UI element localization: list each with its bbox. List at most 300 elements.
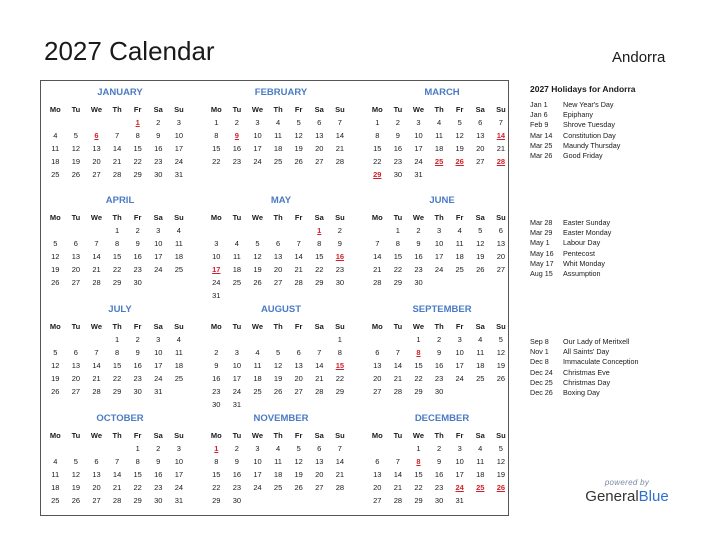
day-cell[interactable]: 4 bbox=[255, 348, 260, 357]
day-cell[interactable]: 25 bbox=[232, 278, 242, 287]
day-cell[interactable]: 15 bbox=[112, 361, 122, 370]
day-cell[interactable]: 16 bbox=[212, 374, 221, 383]
day-cell[interactable]: 6 bbox=[73, 239, 78, 248]
day-cell[interactable]: 24 bbox=[232, 387, 242, 396]
day-cell[interactable]: 14 bbox=[112, 144, 122, 153]
day-cell[interactable]: 22 bbox=[414, 374, 423, 383]
day-cell[interactable]: 23 bbox=[335, 265, 345, 274]
day-cell[interactable]: 6 bbox=[296, 348, 301, 357]
day-cell[interactable]: 9 bbox=[436, 348, 442, 357]
day-cell[interactable]: 7 bbox=[114, 131, 120, 140]
holiday-day-cell[interactable]: 26 bbox=[496, 483, 506, 492]
day-cell[interactable]: 9 bbox=[214, 361, 219, 370]
day-cell[interactable]: 5 bbox=[296, 444, 301, 453]
day-cell[interactable]: 20 bbox=[92, 157, 101, 166]
day-cell[interactable]: 1 bbox=[337, 335, 342, 344]
holiday-day-cell[interactable]: 24 bbox=[455, 483, 464, 492]
day-cell[interactable]: 8 bbox=[135, 131, 140, 140]
day-cell[interactable]: 7 bbox=[395, 348, 400, 357]
day-cell[interactable]: 17 bbox=[253, 144, 262, 153]
day-cell[interactable]: 1 bbox=[114, 335, 120, 344]
day-cell[interactable]: 30 bbox=[393, 170, 403, 179]
day-cell[interactable]: 29 bbox=[315, 278, 324, 287]
day-cell[interactable]: 9 bbox=[436, 457, 442, 466]
day-cell[interactable]: 18 bbox=[273, 470, 283, 479]
day-cell[interactable]: 3 bbox=[234, 348, 239, 357]
day-cell[interactable]: 21 bbox=[335, 470, 345, 479]
day-cell[interactable]: 4 bbox=[53, 457, 58, 466]
day-cell[interactable]: 17 bbox=[154, 252, 163, 261]
day-cell[interactable]: 4 bbox=[436, 118, 442, 127]
day-cell[interactable]: 2 bbox=[416, 226, 421, 235]
day-cell[interactable]: 2 bbox=[395, 118, 400, 127]
day-cell[interactable]: 16 bbox=[434, 470, 444, 479]
day-cell[interactable]: 4 bbox=[457, 226, 462, 235]
day-cell[interactable]: 18 bbox=[174, 361, 184, 370]
day-cell[interactable]: 3 bbox=[436, 226, 442, 235]
day-cell[interactable]: 27 bbox=[294, 387, 303, 396]
day-cell[interactable]: 2 bbox=[156, 118, 161, 127]
day-cell[interactable]: 12 bbox=[496, 348, 506, 357]
holiday-day-cell[interactable]: 9 bbox=[234, 131, 239, 140]
day-cell[interactable]: 15 bbox=[414, 361, 423, 370]
day-cell[interactable]: 3 bbox=[416, 118, 421, 127]
day-cell[interactable]: 7 bbox=[375, 239, 380, 248]
day-cell[interactable]: 22 bbox=[414, 483, 423, 492]
day-cell[interactable]: 22 bbox=[335, 374, 345, 383]
day-cell[interactable]: 7 bbox=[337, 118, 342, 127]
day-cell[interactable]: 22 bbox=[373, 157, 382, 166]
day-cell[interactable]: 23 bbox=[154, 483, 163, 492]
day-cell[interactable]: 10 bbox=[455, 348, 464, 357]
day-cell[interactable]: 2 bbox=[214, 348, 219, 357]
day-cell[interactable]: 25 bbox=[174, 265, 184, 274]
day-cell[interactable]: 9 bbox=[395, 131, 400, 140]
day-cell[interactable]: 10 bbox=[455, 457, 464, 466]
day-cell[interactable]: 21 bbox=[112, 157, 122, 166]
day-cell[interactable]: 1 bbox=[395, 226, 400, 235]
day-cell[interactable]: 15 bbox=[315, 252, 324, 261]
day-cell[interactable]: 13 bbox=[294, 361, 303, 370]
day-cell[interactable]: 10 bbox=[174, 457, 184, 466]
day-cell[interactable]: 27 bbox=[476, 157, 485, 166]
day-cell[interactable]: 29 bbox=[133, 170, 142, 179]
day-cell[interactable]: 4 bbox=[176, 335, 181, 344]
day-cell[interactable]: 4 bbox=[53, 131, 58, 140]
day-cell[interactable]: 10 bbox=[174, 131, 184, 140]
day-cell[interactable]: 12 bbox=[294, 457, 303, 466]
day-cell[interactable]: 17 bbox=[414, 144, 423, 153]
day-cell[interactable]: 23 bbox=[434, 483, 444, 492]
day-cell[interactable]: 27 bbox=[496, 265, 506, 274]
day-cell[interactable]: 13 bbox=[273, 252, 283, 261]
day-cell[interactable]: 24 bbox=[174, 157, 184, 166]
day-cell[interactable]: 29 bbox=[393, 278, 403, 287]
day-cell[interactable]: 19 bbox=[476, 252, 485, 261]
day-cell[interactable]: 13 bbox=[476, 131, 485, 140]
holiday-day-cell[interactable]: 25 bbox=[434, 157, 444, 166]
day-cell[interactable]: 30 bbox=[154, 496, 163, 505]
day-cell[interactable]: 23 bbox=[154, 157, 163, 166]
day-cell[interactable]: 12 bbox=[253, 252, 262, 261]
day-cell[interactable]: 15 bbox=[133, 144, 142, 153]
day-cell[interactable]: 19 bbox=[71, 483, 81, 492]
day-cell[interactable]: 8 bbox=[337, 348, 342, 357]
day-cell[interactable]: 9 bbox=[234, 457, 239, 466]
day-cell[interactable]: 29 bbox=[112, 387, 122, 396]
day-cell[interactable]: 23 bbox=[232, 483, 242, 492]
day-cell[interactable]: 16 bbox=[133, 252, 142, 261]
day-cell[interactable]: 25 bbox=[455, 265, 464, 274]
day-cell[interactable]: 21 bbox=[294, 265, 303, 274]
day-cell[interactable]: 11 bbox=[174, 348, 183, 357]
day-cell[interactable]: 12 bbox=[476, 239, 485, 248]
day-cell[interactable]: 11 bbox=[476, 348, 485, 357]
day-cell[interactable]: 6 bbox=[275, 239, 281, 248]
day-cell[interactable]: 24 bbox=[154, 265, 163, 274]
holiday-day-cell[interactable]: 26 bbox=[455, 157, 464, 166]
day-cell[interactable]: 7 bbox=[395, 457, 400, 466]
day-cell[interactable]: 10 bbox=[434, 239, 444, 248]
day-cell[interactable]: 29 bbox=[112, 278, 122, 287]
day-cell[interactable]: 16 bbox=[154, 144, 163, 153]
day-cell[interactable]: 27 bbox=[373, 387, 382, 396]
day-cell[interactable]: 10 bbox=[414, 131, 423, 140]
day-cell[interactable]: 20 bbox=[373, 483, 382, 492]
day-cell[interactable]: 25 bbox=[273, 157, 283, 166]
day-cell[interactable]: 18 bbox=[174, 252, 184, 261]
day-cell[interactable]: 27 bbox=[71, 278, 81, 287]
day-cell[interactable]: 21 bbox=[373, 265, 382, 274]
day-cell[interactable]: 14 bbox=[393, 361, 403, 370]
day-cell[interactable]: 2 bbox=[436, 444, 442, 453]
day-cell[interactable]: 20 bbox=[71, 265, 81, 274]
day-cell[interactable]: 12 bbox=[51, 361, 60, 370]
day-cell[interactable]: 13 bbox=[92, 144, 101, 153]
day-cell[interactable]: 5 bbox=[296, 118, 301, 127]
day-cell[interactable]: 18 bbox=[51, 483, 60, 492]
day-cell[interactable]: 11 bbox=[476, 457, 485, 466]
day-cell[interactable]: 18 bbox=[455, 252, 464, 261]
day-cell[interactable]: 9 bbox=[156, 457, 161, 466]
day-cell[interactable]: 14 bbox=[335, 131, 345, 140]
day-cell[interactable]: 5 bbox=[478, 226, 483, 235]
day-cell[interactable]: 1 bbox=[416, 444, 421, 453]
day-cell[interactable]: 16 bbox=[434, 361, 444, 370]
day-cell[interactable]: 19 bbox=[253, 265, 262, 274]
day-cell[interactable]: 6 bbox=[498, 226, 503, 235]
day-cell[interactable]: 15 bbox=[373, 144, 382, 153]
day-cell[interactable]: 15 bbox=[393, 252, 403, 261]
day-cell[interactable]: 29 bbox=[212, 496, 221, 505]
day-cell[interactable]: 12 bbox=[71, 144, 81, 153]
day-cell[interactable]: 26 bbox=[273, 387, 283, 396]
day-cell[interactable]: 24 bbox=[253, 157, 262, 166]
day-cell[interactable]: 1 bbox=[214, 118, 219, 127]
day-cell[interactable]: 28 bbox=[92, 387, 101, 396]
day-cell[interactable]: 21 bbox=[92, 265, 101, 274]
day-cell[interactable]: 31 bbox=[232, 400, 242, 409]
day-cell[interactable]: 11 bbox=[232, 252, 241, 261]
day-cell[interactable]: 28 bbox=[92, 278, 101, 287]
day-cell[interactable]: 2 bbox=[234, 444, 239, 453]
day-cell[interactable]: 29 bbox=[335, 387, 345, 396]
day-cell[interactable]: 30 bbox=[335, 278, 345, 287]
day-cell[interactable]: 31 bbox=[174, 496, 184, 505]
day-cell[interactable]: 8 bbox=[135, 457, 140, 466]
day-cell[interactable]: 21 bbox=[112, 483, 122, 492]
holiday-day-cell[interactable]: 14 bbox=[496, 131, 506, 140]
day-cell[interactable]: 16 bbox=[393, 144, 403, 153]
day-cell[interactable]: 9 bbox=[416, 239, 421, 248]
day-cell[interactable]: 28 bbox=[112, 496, 122, 505]
day-cell[interactable]: 25 bbox=[51, 496, 60, 505]
day-cell[interactable]: 6 bbox=[94, 457, 99, 466]
day-cell[interactable]: 23 bbox=[434, 374, 444, 383]
day-cell[interactable]: 10 bbox=[212, 252, 221, 261]
holiday-day-cell[interactable]: 25 bbox=[476, 483, 485, 492]
day-cell[interactable]: 21 bbox=[393, 374, 403, 383]
day-cell[interactable]: 13 bbox=[315, 457, 324, 466]
day-cell[interactable]: 24 bbox=[455, 374, 464, 383]
day-cell[interactable]: 19 bbox=[51, 265, 60, 274]
day-cell[interactable]: 19 bbox=[71, 157, 81, 166]
day-cell[interactable]: 1 bbox=[114, 226, 120, 235]
day-cell[interactable]: 1 bbox=[416, 335, 421, 344]
day-cell[interactable]: 13 bbox=[71, 361, 81, 370]
day-cell[interactable]: 7 bbox=[94, 348, 99, 357]
day-cell[interactable]: 29 bbox=[414, 496, 423, 505]
day-cell[interactable]: 2 bbox=[337, 226, 342, 235]
day-cell[interactable]: 28 bbox=[393, 387, 403, 396]
day-cell[interactable]: 28 bbox=[112, 170, 122, 179]
day-cell[interactable]: 13 bbox=[71, 252, 81, 261]
day-cell[interactable]: 13 bbox=[373, 470, 382, 479]
day-cell[interactable]: 7 bbox=[337, 444, 342, 453]
day-cell[interactable]: 14 bbox=[92, 252, 101, 261]
day-cell[interactable]: 10 bbox=[154, 239, 163, 248]
day-cell[interactable]: 12 bbox=[455, 131, 464, 140]
day-cell[interactable]: 11 bbox=[435, 131, 443, 140]
day-cell[interactable]: 17 bbox=[174, 144, 184, 153]
day-cell[interactable]: 9 bbox=[337, 239, 342, 248]
day-cell[interactable]: 6 bbox=[375, 457, 380, 466]
day-cell[interactable]: 26 bbox=[51, 387, 60, 396]
day-cell[interactable]: 22 bbox=[393, 265, 403, 274]
day-cell[interactable]: 27 bbox=[373, 496, 382, 505]
day-cell[interactable]: 20 bbox=[71, 374, 81, 383]
day-cell[interactable]: 19 bbox=[496, 361, 506, 370]
day-cell[interactable]: 4 bbox=[234, 239, 239, 248]
day-cell[interactable]: 3 bbox=[176, 118, 181, 127]
day-cell[interactable]: 8 bbox=[395, 239, 400, 248]
day-cell[interactable]: 12 bbox=[496, 457, 506, 466]
day-cell[interactable]: 17 bbox=[455, 470, 464, 479]
day-cell[interactable]: 26 bbox=[51, 278, 60, 287]
day-cell[interactable]: 12 bbox=[51, 252, 60, 261]
day-cell[interactable]: 23 bbox=[133, 374, 142, 383]
day-cell[interactable]: 27 bbox=[315, 483, 324, 492]
day-cell[interactable]: 22 bbox=[315, 265, 324, 274]
day-cell[interactable]: 2 bbox=[135, 226, 140, 235]
day-cell[interactable]: 31 bbox=[174, 170, 184, 179]
holiday-day-cell[interactable]: 1 bbox=[317, 226, 322, 235]
day-cell[interactable]: 2 bbox=[156, 444, 161, 453]
day-cell[interactable]: 23 bbox=[133, 265, 142, 274]
day-cell[interactable]: 22 bbox=[212, 483, 221, 492]
day-cell[interactable]: 19 bbox=[496, 470, 506, 479]
holiday-day-cell[interactable]: 8 bbox=[416, 348, 421, 357]
day-cell[interactable]: 14 bbox=[294, 252, 303, 261]
holiday-day-cell[interactable]: 6 bbox=[94, 131, 99, 140]
day-cell[interactable]: 4 bbox=[478, 444, 483, 453]
day-cell[interactable]: 7 bbox=[498, 118, 503, 127]
day-cell[interactable]: 27 bbox=[315, 157, 324, 166]
day-cell[interactable]: 8 bbox=[214, 131, 219, 140]
day-cell[interactable]: 8 bbox=[114, 348, 120, 357]
day-cell[interactable]: 17 bbox=[253, 470, 262, 479]
day-cell[interactable]: 13 bbox=[315, 131, 324, 140]
day-cell[interactable]: 20 bbox=[273, 265, 283, 274]
day-cell[interactable]: 11 bbox=[51, 144, 60, 153]
holiday-day-cell[interactable]: 29 bbox=[373, 170, 382, 179]
day-cell[interactable]: 16 bbox=[154, 470, 163, 479]
day-cell[interactable]: 4 bbox=[275, 444, 281, 453]
day-cell[interactable]: 18 bbox=[232, 265, 242, 274]
day-cell[interactable]: 27 bbox=[92, 496, 101, 505]
day-cell[interactable]: 8 bbox=[214, 457, 219, 466]
day-cell[interactable]: 14 bbox=[373, 252, 382, 261]
day-cell[interactable]: 5 bbox=[53, 239, 58, 248]
day-cell[interactable]: 24 bbox=[253, 483, 262, 492]
day-cell[interactable]: 13 bbox=[373, 361, 382, 370]
day-cell[interactable]: 13 bbox=[92, 470, 101, 479]
day-cell[interactable]: 3 bbox=[176, 444, 181, 453]
day-cell[interactable]: 3 bbox=[156, 335, 161, 344]
day-cell[interactable]: 1 bbox=[135, 444, 140, 453]
holiday-day-cell[interactable]: 16 bbox=[335, 252, 345, 261]
day-cell[interactable]: 2 bbox=[436, 335, 442, 344]
day-cell[interactable]: 24 bbox=[414, 157, 423, 166]
day-cell[interactable]: 23 bbox=[393, 157, 403, 166]
day-cell[interactable]: 26 bbox=[294, 157, 303, 166]
day-cell[interactable]: 3 bbox=[255, 444, 260, 453]
day-cell[interactable]: 24 bbox=[212, 278, 221, 287]
day-cell[interactable]: 10 bbox=[253, 457, 262, 466]
day-cell[interactable]: 8 bbox=[317, 239, 322, 248]
day-cell[interactable]: 6 bbox=[375, 348, 380, 357]
day-cell[interactable]: 20 bbox=[476, 144, 485, 153]
day-cell[interactable]: 7 bbox=[94, 239, 99, 248]
day-cell[interactable]: 14 bbox=[335, 457, 345, 466]
day-cell[interactable]: 27 bbox=[273, 278, 283, 287]
day-cell[interactable]: 11 bbox=[274, 131, 282, 140]
day-cell[interactable]: 22 bbox=[133, 157, 142, 166]
day-cell[interactable]: 31 bbox=[154, 387, 163, 396]
day-cell[interactable]: 31 bbox=[455, 496, 464, 505]
day-cell[interactable]: 26 bbox=[476, 265, 485, 274]
day-cell[interactable]: 28 bbox=[294, 278, 303, 287]
day-cell[interactable]: 14 bbox=[112, 470, 122, 479]
day-cell[interactable]: 20 bbox=[92, 483, 101, 492]
day-cell[interactable]: 5 bbox=[275, 348, 281, 357]
holiday-day-cell[interactable]: 17 bbox=[212, 265, 221, 274]
day-cell[interactable]: 30 bbox=[232, 496, 242, 505]
day-cell[interactable]: 5 bbox=[73, 457, 78, 466]
day-cell[interactable]: 24 bbox=[154, 374, 163, 383]
day-cell[interactable]: 18 bbox=[51, 157, 60, 166]
day-cell[interactable]: 29 bbox=[414, 387, 423, 396]
day-cell[interactable]: 2 bbox=[234, 118, 239, 127]
day-cell[interactable]: 27 bbox=[71, 387, 81, 396]
day-cell[interactable]: 19 bbox=[51, 374, 60, 383]
day-cell[interactable]: 5 bbox=[53, 348, 58, 357]
day-cell[interactable]: 20 bbox=[496, 252, 506, 261]
holiday-day-cell[interactable]: 1 bbox=[214, 444, 219, 453]
day-cell[interactable]: 17 bbox=[174, 470, 184, 479]
day-cell[interactable]: 28 bbox=[373, 278, 382, 287]
day-cell[interactable]: 30 bbox=[212, 400, 221, 409]
day-cell[interactable]: 7 bbox=[296, 239, 301, 248]
day-cell[interactable]: 3 bbox=[214, 239, 219, 248]
day-cell[interactable]: 15 bbox=[133, 470, 142, 479]
day-cell[interactable]: 15 bbox=[112, 252, 122, 261]
day-cell[interactable]: 19 bbox=[455, 144, 464, 153]
day-cell[interactable]: 25 bbox=[253, 387, 262, 396]
day-cell[interactable]: 18 bbox=[476, 470, 485, 479]
day-cell[interactable]: 6 bbox=[317, 118, 322, 127]
day-cell[interactable]: 11 bbox=[51, 470, 60, 479]
day-cell[interactable]: 10 bbox=[154, 348, 163, 357]
day-cell[interactable]: 24 bbox=[174, 483, 184, 492]
day-cell[interactable]: 11 bbox=[174, 239, 183, 248]
day-cell[interactable]: 19 bbox=[294, 144, 303, 153]
day-cell[interactable]: 11 bbox=[253, 361, 262, 370]
day-cell[interactable]: 3 bbox=[255, 118, 260, 127]
day-cell[interactable]: 11 bbox=[455, 239, 464, 248]
day-cell[interactable]: 15 bbox=[212, 144, 221, 153]
day-cell[interactable]: 17 bbox=[154, 361, 163, 370]
day-cell[interactable]: 23 bbox=[232, 157, 242, 166]
holiday-day-cell[interactable]: 15 bbox=[335, 361, 345, 370]
day-cell[interactable]: 8 bbox=[114, 239, 120, 248]
day-cell[interactable]: 25 bbox=[51, 170, 60, 179]
day-cell[interactable]: 30 bbox=[434, 496, 444, 505]
day-cell[interactable]: 10 bbox=[232, 361, 242, 370]
day-cell[interactable]: 25 bbox=[273, 483, 283, 492]
day-cell[interactable]: 10 bbox=[253, 131, 262, 140]
day-cell[interactable]: 17 bbox=[455, 361, 464, 370]
day-cell[interactable]: 28 bbox=[335, 483, 345, 492]
holiday-day-cell[interactable]: 1 bbox=[135, 118, 140, 127]
day-cell[interactable]: 5 bbox=[457, 118, 462, 127]
day-cell[interactable]: 26 bbox=[496, 374, 506, 383]
day-cell[interactable]: 19 bbox=[294, 470, 303, 479]
day-cell[interactable]: 18 bbox=[434, 144, 444, 153]
day-cell[interactable]: 8 bbox=[375, 131, 380, 140]
day-cell[interactable]: 4 bbox=[478, 335, 483, 344]
day-cell[interactable]: 23 bbox=[212, 387, 221, 396]
day-cell[interactable]: 16 bbox=[133, 361, 142, 370]
day-cell[interactable]: 4 bbox=[275, 118, 281, 127]
day-cell[interactable]: 30 bbox=[434, 387, 444, 396]
day-cell[interactable]: 5 bbox=[73, 131, 78, 140]
day-cell[interactable]: 14 bbox=[393, 470, 403, 479]
day-cell[interactable]: 30 bbox=[133, 387, 142, 396]
day-cell[interactable]: 21 bbox=[335, 144, 345, 153]
day-cell[interactable]: 7 bbox=[114, 457, 120, 466]
day-cell[interactable]: 26 bbox=[253, 278, 262, 287]
